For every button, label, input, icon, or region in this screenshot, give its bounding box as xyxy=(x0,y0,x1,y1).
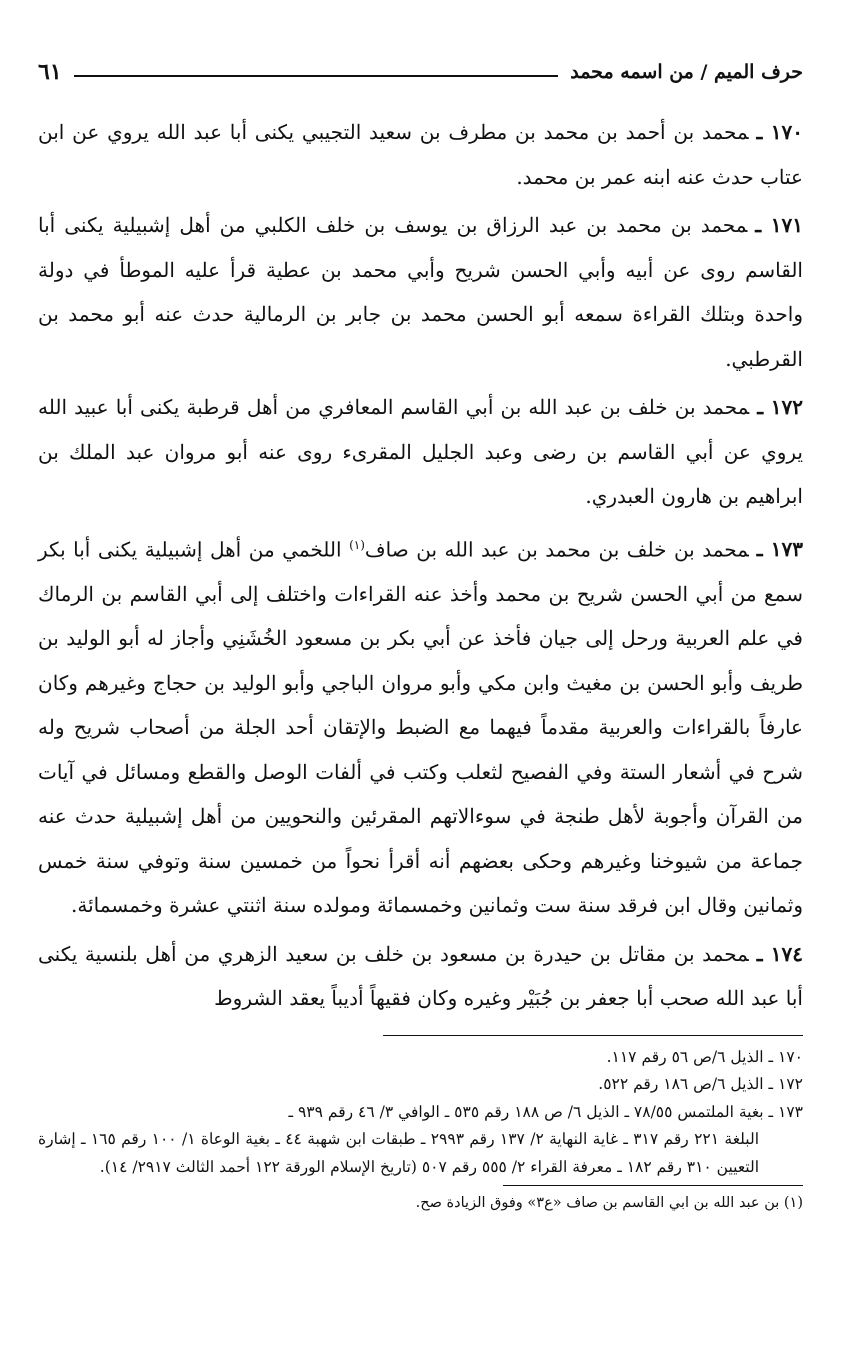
page-number: ٦١ xyxy=(38,59,62,85)
entry-number: ١٧٠ ـ xyxy=(756,120,804,144)
running-head-title: حرف الميم / من اسمه محمد xyxy=(570,61,803,83)
header-rule xyxy=(74,75,559,77)
entry-number: ١٧٣ ـ xyxy=(756,537,804,562)
entry-number: ١٧٢ ـ xyxy=(757,395,803,419)
entry-text-lead: محمد بن خلف بن محمد بن عبد الله بن صاف xyxy=(364,537,749,562)
references-block xyxy=(38,1044,803,1182)
reference-173-continued: البلغة ٢٢١ رقم ٣١٧ ـ غاية النهاية ٢/ ١٣٧ رقم ٢٩٩٣ ـ طبقات ابن شهبة ٤٤ ـ بغية الوعاة ١/ ١٠٠ رقم ١٦٥ ـ إشارة التعيين ٣١٠ رقم ١٨٢ ـ معرفة القراء ٢/ ٥٥٥ رقم ٥٠٧ (تاريخ الإسلام الورقة ١٢٢ أحمد الثالث ٢٩١٧/ ١٤). xyxy=(38,1130,760,1176)
entries-body xyxy=(38,110,803,1021)
entry-170 xyxy=(38,110,803,199)
entry-number: ١٧١ ـ xyxy=(755,213,803,237)
entry-text: محمد بن مقاتل بن حيدرة بن مسعود بن خلف بن سعيد الزهري من أهل بلنسية يكنى أبا عبد الله صحب أبا جعفر بن جُبَيْر وغيره وكان فقيهاً أديباً يعقد الشروط xyxy=(38,941,803,1011)
entry-173 xyxy=(38,523,803,928)
running-head xyxy=(38,52,803,92)
entry-171 xyxy=(38,203,803,381)
reference-173: ١٧٣ ـ بغية الملتمس ٧٨/٥٥ ـ الذيل ٦/ ص ١٨٨ رقم ٥٣٥ ـ الوافي ٣/ ٤٦ رقم ٩٣٩ ـ xyxy=(288,1102,803,1121)
entry-number: ١٧٤ ـ xyxy=(756,941,803,966)
entry-174 xyxy=(38,932,803,1021)
reference-170: ١٧٠ ـ الذيل ٦/ص ٥٦ رقم ١١٧. xyxy=(606,1047,803,1066)
reference-172: ١٧٢ ـ الذيل ٦/ص ١٨٦ رقم ٥٢٢. xyxy=(598,1075,803,1094)
entry-text: اللخمي من أهل إشبيلية يكنى أبا بكر سمع من أبي الحسن شريح بن محمد وأخذ عنه القراءات واختلف إلى أبي القاسم بن الرماك في علم العربية ورحل إلى جيان فأخذ عن أبي بكر بن مسعود الخُشَنِي وأجاز له أبو الوليد بن طريف وأبو الحسن بن مغيث وابن مكي وأبو مروان الباجي وأبو الوليد بن حجاج وغيرهم وكان عارفاً بالقراءات والعربية مقدماً فيهما مع الضبط والإتقان أحد الجلة من أصحاب شريح وله شرح في أشعار الستة وفي الفصيح لثعلب وكتب في ألفات الوصل والقطع ومسائل في آيات من القرآن وأجوبة لأهل طنجة في سوءالاتهم المقرئين والنحويين من أهل إشبيلية حدث عنه جماعة من شيوخنا وغيرهم وحكى بعضهم أنه أقرأ نحواً من خمسين سنة وتوفي سنة خمس وثمانين وقال ابن فرقد سنة ست وثمانين وخمسمائة ومولده سنة اثنتي عشرة وخمسمائة. xyxy=(38,537,803,918)
entry-text: محمد بن أحمد بن محمد بن مطرف بن سعيد التجيبي يكنى أبا عبد الله يروي عن ابن عتاب حدث عنه ابنه عمر بن محمد. xyxy=(38,120,803,189)
footnote-1: (١) بن عبد الله بن ابي القاسم بن صاف «ع٣» وفوق الزيادة صح. xyxy=(415,1195,803,1212)
entry-text: محمد بن محمد بن عبد الرزاق بن يوسف بن خلف الكلبي من أهل إشبيلية يكنى أبا القاسم روى عن أبيه وأبي الحسن شريح وأبي محمد بن عطية قرأ عليه الموطأ في دولة واحدة وبتلك القراءة سمعه أبو الحسن محمد بن جابر بن الرمالية حدث عنه أبو محمد بن القرطبي. xyxy=(38,213,803,371)
footnote-marker[interactable]: (١) xyxy=(349,537,365,552)
entry-text: محمد بن خلف بن عبد الله بن أبي القاسم المعافري من أهل قرطبة يكنى أبا عبيد الله يروي عن أبي القاسم بن رضى وعبد الجليل المقرىء روى عنه أبو مروان عبد الملك بن ابراهيم بن هارون العبدري. xyxy=(38,395,803,508)
references-rule xyxy=(383,1035,803,1036)
entry-172 xyxy=(38,385,803,519)
footnote-rule xyxy=(503,1185,803,1186)
